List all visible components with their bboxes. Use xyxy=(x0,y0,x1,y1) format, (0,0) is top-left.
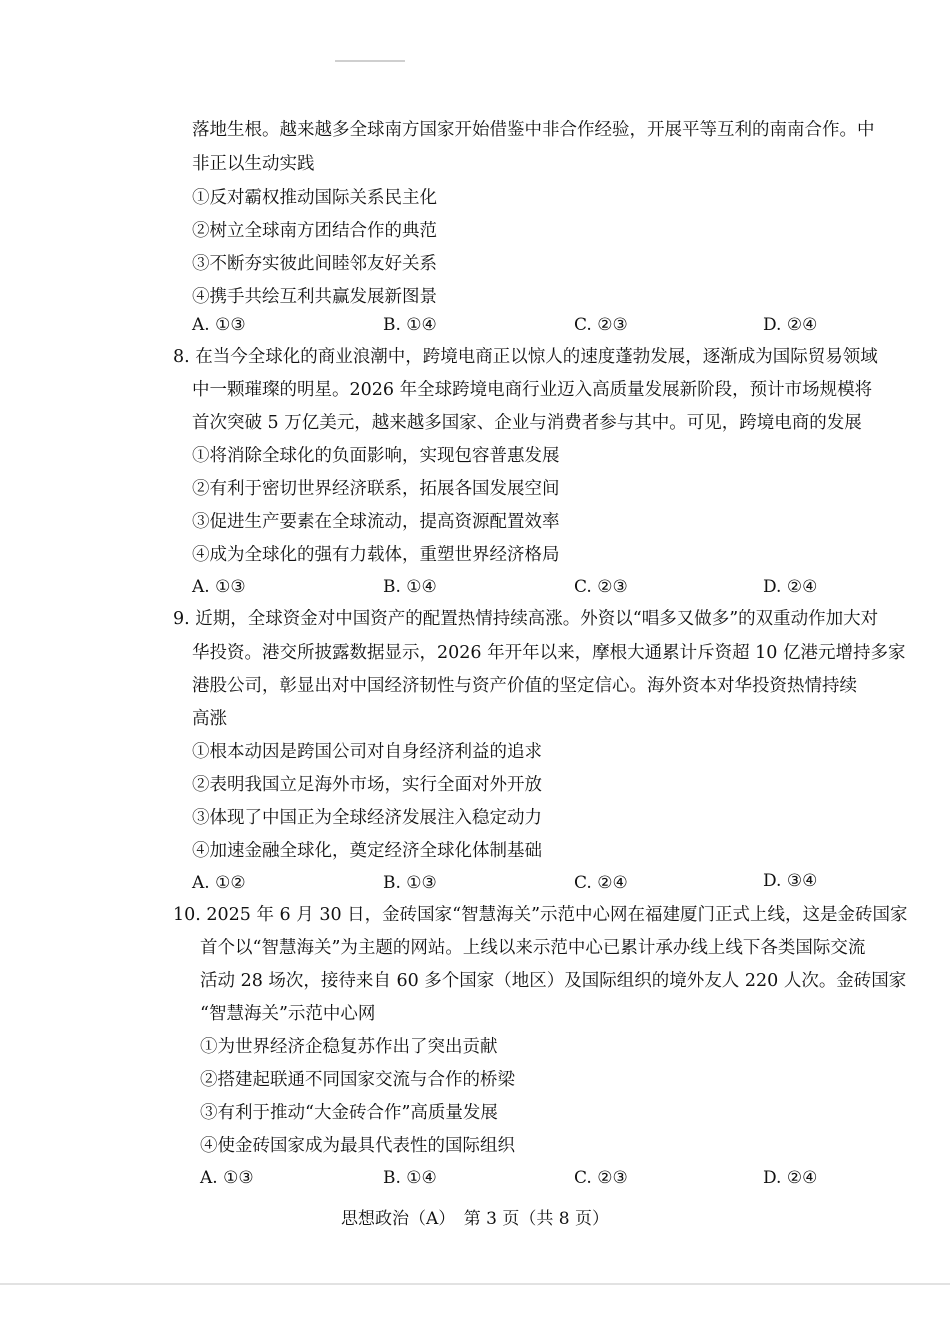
question-text: 8. 在当今全球化的商业浪潮中，跨境电商正以惊人的速度蓬勃发展，逐渐成为国际贸易领域 xyxy=(173,347,878,367)
question-text: 首次突破 5 万亿美元，越来越多国家、企业与消费者参与其中。可见，跨境电商的发展 xyxy=(192,413,862,433)
statement-item: ②搭建起联通不同国家交流与合作的桥梁 xyxy=(200,1070,515,1090)
statement-item: ①将消除全球化的负面影响，实现包容普惠发展 xyxy=(192,446,560,466)
question-text: 落地生根。越来越多全球南方国家开始借鉴中非合作经验，开展平等互利的南南合作。中 xyxy=(192,120,875,140)
statement-item: ②有利于密切世界经济联系，拓展各国发展空间 xyxy=(192,479,560,499)
question-text: 中一颗璀璨的明星。2026 年全球跨境电商行业迈入高质量发展新阶段，预计市场规模将 xyxy=(192,380,873,400)
statement-item: ④成为全球化的强有力载体，重塑世界经济格局 xyxy=(192,545,560,565)
statement-item: ①反对霸权推动国际关系民主化 xyxy=(192,188,437,208)
option-a: A. ①③ xyxy=(192,577,246,597)
statement-item: ③体现了中国正为全球经济发展注入稳定动力 xyxy=(192,808,542,828)
statement-item: ①根本动因是跨国公司对自身经济利益的追求 xyxy=(192,742,542,762)
question-text: 首个以“智慧海关”为主题的网站。上线以来示范中心已累计承办线上线下各类国际交流 xyxy=(200,938,866,958)
option-c: C. ②④ xyxy=(574,873,628,893)
option-b: B. ①③ xyxy=(383,873,437,893)
statement-item: ②树立全球南方团结合作的典范 xyxy=(192,221,437,241)
question-text: 10. 2025 年 6 月 30 日，金砖国家“智慧海关”示范中心网在福建厦门正式上线，这是金砖国家 xyxy=(173,905,908,925)
option-a: A. ①③ xyxy=(192,315,246,335)
statement-item: ④携手共绘互利共赢发展新图景 xyxy=(192,287,437,307)
question-text: 华投资。港交所披露数据显示，2026 年开年以来，摩根大通累计斥资超 10 亿港元增持多家 xyxy=(192,643,906,663)
question-text: “智慧海关”示范中心网 xyxy=(200,1004,376,1024)
statement-item: ①为世界经济企稳复苏作出了突出贡献 xyxy=(200,1037,498,1057)
question-text: 9. 近期，全球资金对中国资产的配置热情持续高涨。外资以“唱多又做多”的双重动作加大对 xyxy=(173,609,879,629)
scan-edge xyxy=(0,1283,950,1285)
option-b: B. ①④ xyxy=(383,1168,437,1188)
option-d: D. ②④ xyxy=(763,1168,818,1188)
statement-item: ③不断夯实彼此间睦邻友好关系 xyxy=(192,254,437,274)
statement-item: ③促进生产要素在全球流动，提高资源配置效率 xyxy=(192,512,560,532)
question-text: 活动 28 场次，接待来自 60 多个国家（地区）及国际组织的境外友人 220 人次。金砖国家 xyxy=(200,971,907,991)
option-c: C. ②③ xyxy=(574,1168,628,1188)
question-text: 港股公司，彰显出对中国经济韧性与资产价值的坚定信心。海外资本对华投资热情持续 xyxy=(192,676,857,696)
option-a: A. ①③ xyxy=(200,1168,254,1188)
option-b: B. ①④ xyxy=(383,315,437,335)
page-footer: 思想政治（A） 第 3 页（共 8 页） xyxy=(340,1209,610,1229)
question-text: 高涨 xyxy=(192,709,227,729)
option-c: C. ②③ xyxy=(574,315,628,335)
option-d: D. ②④ xyxy=(763,315,818,335)
statement-item: ④加速金融全球化，奠定经济全球化体制基础 xyxy=(192,841,542,861)
option-c: C. ②③ xyxy=(574,577,628,597)
option-d: D. ②④ xyxy=(763,577,818,597)
statement-item: ②表明我国立足海外市场，实行全面对外开放 xyxy=(192,775,542,795)
question-text: 非正以生动实践 xyxy=(192,154,315,174)
option-b: B. ①④ xyxy=(383,577,437,597)
option-a: A. ①② xyxy=(192,873,246,893)
statement-item: ④使金砖国家成为最具代表性的国际组织 xyxy=(200,1136,515,1156)
option-d: D. ③④ xyxy=(763,871,818,891)
statement-item: ③有利于推动“大金砖合作”高质量发展 xyxy=(200,1103,498,1123)
